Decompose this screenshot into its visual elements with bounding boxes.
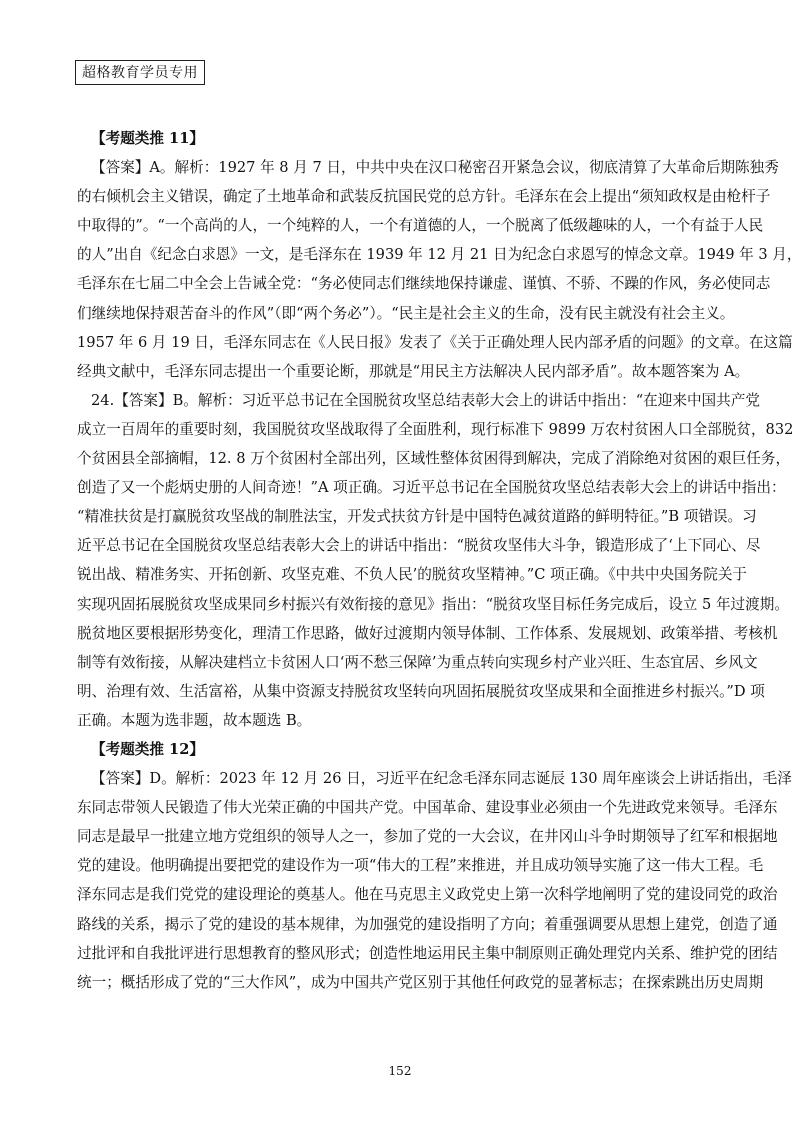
text-line: 近平总书记在全国脱贫攻坚总结表彰大会上的讲话中指出：“脱贫攻坚伟大斗争，锻造形成了‘上下同心、尽 (77, 537, 761, 555)
text-line: 过批评和自我批评进行思想教育的整风形式；创造性地运用民主集中制原则正确处理党内关系、维护党的团结 (77, 944, 778, 962)
section-heading: 【考题类推 12】 (91, 740, 204, 758)
text-line: 统一；概括形成了党的“三大作风”，成为中国共产党区别于其他任何政党的显著标志；在探索跳出历史周期 (77, 973, 764, 991)
text-line: 的右倾机会主义错误，确定了土地革命和武装反抗国民党的总方针。毛泽东在会上提出“须知政权是由枪杆子 (77, 188, 771, 206)
document-body (77, 124, 801, 997)
text-line: 路线的关系，揭示了党的建设的基本规律，为加强党的建设指明了方向；着重强调要从思想上建党，创造了通 (77, 915, 778, 933)
text-line: 中取得的”。“一个高尚的人，一个纯粹的人，一个有道德的人，一个脱离了低级趣味的人，一个有益于人民 (77, 217, 764, 235)
text-line: 个贫困县全部摘帽，12. 8 万个贫困村全部出列，区域性整体贫困得到解决，完成了消除绝对贫困的艰巨任务， (77, 450, 791, 468)
text-line: 锐出战、精准务实、开拓创新、攻坚克难、不负人民’的脱贫攻坚精神。”C 项正确。《中共中央国务院关于 (77, 566, 748, 584)
text-line: 东同志带领人民锻造了伟大光荣正确的中国共产党。中国革命、建设事业必须由一个先进政党来领导。毛泽东 (77, 799, 778, 817)
text-line: “精准扶贫是打赢脱贫攻坚战的制胜法宝，开发式扶贫方针是中国特色减贫道路的鲜明特征。”B 项错误。习 (77, 508, 757, 526)
text-line: 成立一百周年的重要时刻，我国脱贫攻坚战取得了全面胜利，现行标准下 9899 万农村贫困人口全部脱贫，832 (77, 420, 794, 438)
watermark-stamp: 超格教育学员专用 (75, 60, 205, 85)
text-line: 明、治理有效、生活富裕，从集中资源支持脱贫攻坚转向巩固拓展脱贫攻坚成果和全面推进乡村振兴。”D 项 (77, 682, 765, 700)
text-line: 1957 年 6 月 19 日，毛泽东同志在《人民日报》发表了《关于正确处理人民内部矛盾的问题》的文章。在这篇 (77, 333, 793, 351)
text-line: 【答案】A。解析：1927 年 8 月 7 日，中共中央在汉口秘密召开紧急会议，彻底清算了大革命后期陈独秀 (91, 159, 779, 177)
text-line: 同志是最早一批建立地方党组织的领导人之一，参加了党的一大会议，在井冈山斗争时期领导了红军和根据地 (77, 828, 778, 846)
text-line: 经典文献中，毛泽东同志提出一个重要论断，那就是“用民主方法解决人民内部矛盾”。故本题答案为 A。 (77, 362, 750, 380)
text-line: 毛泽东在七届二中全会上告诫全党：“务必使同志们继续地保持谦虚、谨慎、不骄、不躁的作风，务必使同志 (77, 275, 771, 293)
text-line: 党的建设。他明确提出要把党的建设作为一项“伟大的工程”来推进，并且成功领导实施了这一伟大工程。毛 (77, 857, 764, 875)
text-line: 的人”出自《纪念白求恩》一文，是毛泽东在 1939 年 12 月 21 日为纪念白求恩写的悼念文章。1949 年 3 月， (77, 246, 801, 264)
page-number: 152 (388, 1064, 412, 1078)
text-line: 实现巩固拓展脱贫攻坚成果同乡村振兴有效衔接的意见》指出：“脱贫攻坚目标任务完成后，设立 5 年过渡期。 (77, 595, 789, 613)
text-line: 泽东同志是我们党党的建设理论的奠基人。他在马克思主义政党史上第一次科学地阐明了党的建设同党的政治 (77, 886, 778, 904)
text-line: 脱贫地区要根据形势变化，理清工作思路，做好过渡期内领导体制、工作体系、发展规划、政策举措、考核机 (77, 624, 778, 642)
text-line: 制等有效衔接，从解决建档立卡贫困人口‘两不愁三保障’为重点转向实现乡村产业兴旺、生态宜居、乡风文 (77, 653, 758, 671)
text-line: 创造了又一个彪炳史册的人间奇迹！”A 项正确。习近平总书记在全国脱贫攻坚总结表彰大会上的讲话中指出： (77, 479, 786, 497)
text-line: 正确。本题为选非题，故本题选 B。 (77, 711, 312, 729)
text-line: 【答案】D。解析：2023 年 12 月 26 日，习近平在纪念毛泽东同志诞辰 130 周年座谈会上讲话指出，毛泽 (91, 770, 792, 788)
text-line: 们继续地保持艰苦奋斗的作风”（即“两个务必”）。“民主是社会主义的生命，没有民主就没有社会主义。 (77, 304, 735, 322)
section-heading: 【考题类推 11】 (91, 130, 204, 147)
text-line: 24.【答案】B。解析：习近平总书记在全国脱贫攻坚总结表彰大会上的讲话中指出：“在迎来中国共产党 (91, 391, 760, 409)
